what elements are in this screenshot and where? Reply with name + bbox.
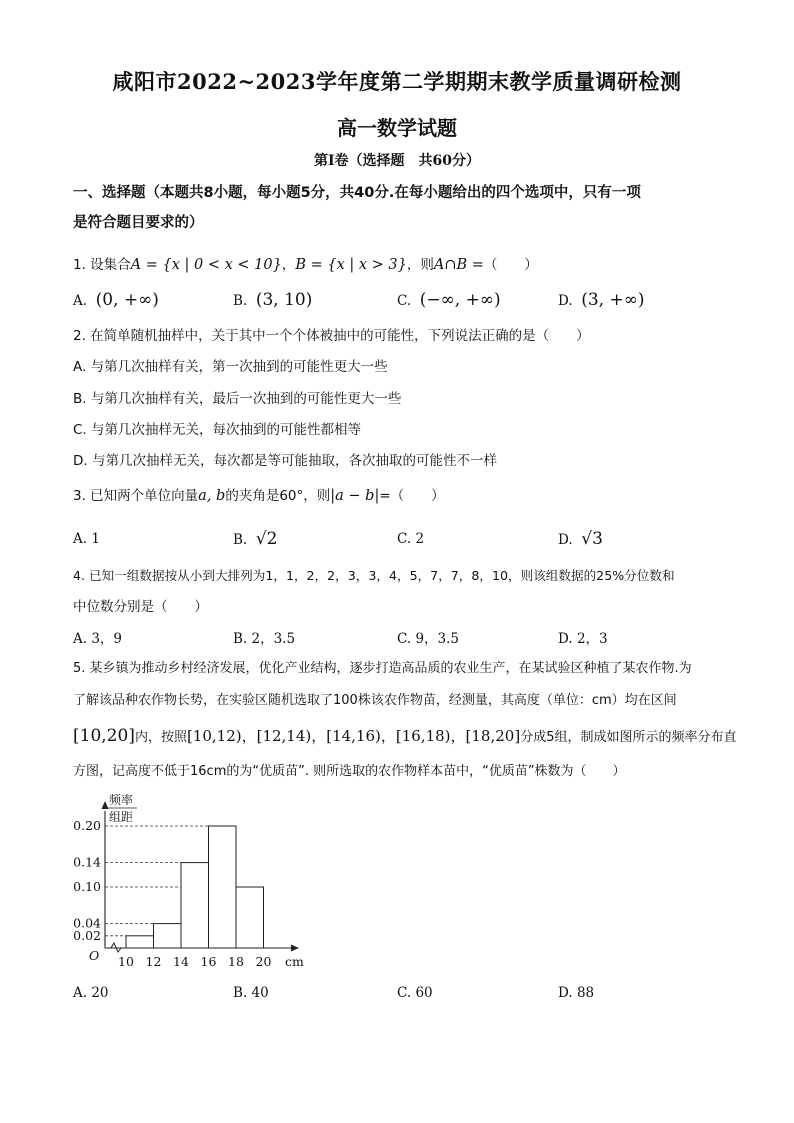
question-5-line3 [73, 726, 737, 747]
histogram-bar [154, 924, 182, 948]
section-heading-line2: 是符合题目要求的） [73, 215, 204, 231]
q5-option-a[interactable]: A. 20 [73, 985, 109, 1001]
q1-option-a[interactable]: A. (0, +∞) [73, 290, 159, 310]
question-2-stem: 2. 在简单随机抽样中，关于其中一个个体被抽中的可能性，下列说法正确的是（ ） [73, 328, 590, 344]
x-tick-label: 16 [200, 954, 217, 969]
x-axis-label: cm [285, 954, 304, 969]
q4-option-c[interactable]: C. 9，3.5 [397, 631, 459, 647]
y-label-numerator: 频率 [109, 793, 134, 807]
y-tick-label: 0.14 [73, 854, 101, 870]
q4-option-d[interactable]: D. 2，3 [558, 631, 608, 647]
y-tick-label: 0.02 [73, 927, 101, 943]
y-tick-label: 0.20 [73, 818, 101, 833]
q3-prefix: 3. 已知两个单位向量 [73, 488, 199, 504]
origin-label: O [89, 948, 100, 963]
x-tick-label: 10 [118, 954, 134, 969]
q5-option-d[interactable]: D. 88 [558, 985, 595, 1001]
q3-option-b[interactable]: B. √2 [233, 529, 278, 549]
part-heading: 第Ⅰ卷（选择题 共60分） [313, 153, 481, 169]
question-4-line1: 4. 已知一组数据按从小到大排列为1，1，2，2，3，3，4，5，7，7，8，10，则该组数据的25%分位数和 [73, 568, 675, 583]
exam-subtitle: 高一数学试题 [337, 116, 457, 140]
q1-expr: A∩B = [433, 257, 484, 273]
exam-title: 咸阳市2022~2023学年度第二学期期末教学质量调研检测 [112, 69, 682, 94]
y-label-denominator: 组距 [109, 810, 134, 824]
question-1-stem [73, 256, 733, 274]
question-4-line2: 中位数分别是（ ） [73, 599, 208, 615]
q3-option-c[interactable]: C. 2 [397, 531, 425, 547]
q2-option-d[interactable]: D. 与第几次抽样无关，每次都是等可能抽取，各次抽取的可能性不一样 [73, 453, 497, 469]
question-5-line2: 了解该品种农作物长势，在实验区随机选取了100株该农作物苗，经测量，其高度（单位：cm）均在区间 [73, 693, 677, 708]
question-5-line1: 5. 某乡镇为推动乡村经济发展，优化产业结构，逐步打造高品质的农业生产，在某试验区种植了某农作物.为 [73, 661, 692, 676]
q1-mid: ，则 [406, 257, 434, 273]
y-tick-label: 0.10 [73, 879, 101, 894]
x-tick-label: 18 [228, 954, 244, 969]
q2-option-a[interactable]: A. 与第几次抽样有关，第一次抽到的可能性更大一些 [73, 359, 388, 375]
histogram-bar [209, 826, 237, 948]
q3-option-d[interactable]: D. √3 [558, 529, 603, 549]
q5-line3-text2: 分成5组，制成如图所示的频率分布直 [520, 730, 737, 745]
q2-option-c[interactable]: C. 与第几次抽样无关，每次抽到的可能性都相等 [73, 422, 362, 438]
x-tick-label: 20 [255, 954, 272, 969]
q3-vectors: a, b [198, 488, 226, 504]
q1-option-c[interactable]: C. (−∞, +∞) [397, 290, 501, 310]
q4-option-b[interactable]: B. 2，3.5 [233, 631, 296, 647]
q3-expr: |a − b| [330, 488, 380, 504]
x-tick-label: 14 [173, 954, 189, 969]
q1-sep: ， [281, 257, 296, 273]
question-5-line4: 方图，记高度不低于16cm的为“优质苗”. 则所选取的农作物样本苗中，“优质苗”株数为（ ） [73, 764, 626, 779]
q3-suffix: =（ ） [379, 488, 445, 504]
q1-suffix: （ ） [483, 257, 538, 273]
section-heading-line1: 一、选择题（本题共8小题，每小题5分，共40分.在每小题给出的四个选项中，只有一项 [73, 185, 641, 201]
q5-option-b[interactable]: B. 40 [233, 985, 269, 1001]
q1-option-d[interactable]: D. (3, +∞) [558, 290, 645, 310]
q3-option-a[interactable]: A. 1 [73, 531, 100, 547]
x-axis-arrow [291, 945, 299, 952]
histogram-bar [236, 887, 264, 948]
q1-set-b: B = {x | x > 3} [295, 257, 407, 273]
histogram-bar [126, 936, 154, 948]
q1-set-a: A = {x | 0 < x < 10} [130, 257, 282, 273]
q5-range: [10,20] [73, 726, 135, 746]
q5-groups: [10,12)，[12,14)，[14,16)，[16,18)，[18,20] [186, 727, 521, 745]
question-3-stem [73, 487, 733, 505]
y-tick-label: 0.04 [73, 915, 101, 931]
frequency-histogram [65, 790, 305, 975]
x-tick-label: 12 [145, 954, 162, 969]
q2-option-b[interactable]: B. 与第几次抽样有关，最后一次抽到的可能性更大一些 [73, 391, 402, 407]
histogram-bar [181, 863, 209, 948]
q4-option-a[interactable]: A. 3，9 [73, 631, 123, 647]
q5-line3-text1: 内，按照 [134, 730, 187, 745]
q3-mid: 的夹角是60°，则 [225, 488, 331, 504]
q5-option-c[interactable]: C. 60 [397, 985, 433, 1001]
q1-option-b[interactable]: B. (3, 10) [233, 290, 313, 310]
q1-prefix: 1. 设集合 [73, 257, 131, 273]
